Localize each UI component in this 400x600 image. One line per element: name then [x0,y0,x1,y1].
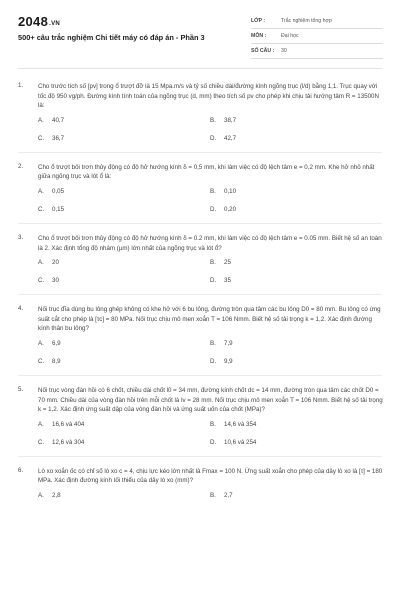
option-text: 8,9 [52,357,61,365]
option-a[interactable] [38,492,210,499]
option-a[interactable] [38,340,210,347]
option-letter: B. [210,420,216,428]
option-c[interactable] [38,135,210,142]
option-b[interactable] [210,421,382,428]
option-b[interactable] [210,117,382,124]
question-number: 5. [18,385,24,393]
option-text: 0,15 [52,205,65,213]
question-divider [18,375,382,376]
brand-text: 2048 [18,14,49,29]
answer-options [38,259,384,284]
option-text: 7,9 [224,339,233,347]
option-a[interactable] [38,117,210,124]
option-c[interactable] [38,358,210,365]
option-letter: C. [38,277,45,285]
option-text: 0,10 [224,187,237,195]
question-divider [18,294,382,295]
option-letter: A. [38,187,44,195]
site-logo[interactable] [18,14,60,29]
brand-suffix: .VN [49,21,61,27]
question-1 [18,82,384,142]
option-text: 35 [224,277,231,285]
option-text: 30 [52,277,59,285]
answer-options [38,117,384,142]
meta-value: Đại học [281,33,299,39]
option-d[interactable] [210,439,382,446]
meta-label: MÔN : [251,33,267,39]
meta-info-table [251,14,383,59]
option-text: 36,7 [52,134,65,142]
option-text: 6,9 [52,339,61,347]
option-text: 2,8 [52,491,61,499]
meta-row-question-count [251,44,383,59]
option-c[interactable] [38,277,210,284]
option-b[interactable] [210,188,382,195]
option-text: 42,7 [224,134,237,142]
option-d[interactable] [210,135,382,142]
option-a[interactable] [38,259,210,266]
option-text: 10,6 và 254 [224,438,257,446]
option-letter: A. [38,420,44,428]
option-text: 25 [224,259,231,267]
question-text: Nối trục vòng đàn hồi có 6 chốt, chiều dài chốt l0 = 34 mm, đường kính chốt dc = 14 mm, đường tròn qua tâm các chốt D0 = 70 mm. Chiều dài của vòng đàn hồi trên mỗi chốt là lv = 28 mm. Nối trục chịu mô men xoắn T = 106 Nmm. Biết hệ số tải trọng k = 1,2. Xác định ứng suất dập của vòng đàn hồi và ứng suất uốn của chốt (MPa)? [38,386,383,414]
option-d[interactable] [210,358,382,365]
meta-label: LỚP : [251,18,266,24]
option-letter: D. [210,277,217,285]
option-letter: C. [38,205,45,213]
option-letter: B. [210,116,216,124]
option-letter: D. [210,357,217,365]
option-text: 38,7 [224,116,237,124]
option-text: 12,6 và 304 [52,438,85,446]
question-divider [18,456,382,457]
option-letter: B. [210,259,216,267]
question-list [0,82,400,499]
option-letter: B. [210,339,216,347]
question-4 [18,305,384,365]
question-number: 3. [18,233,24,241]
option-letter: D. [210,134,217,142]
meta-row-class [251,14,383,29]
question-divider [18,152,382,153]
question-text: Lò xo xoắn ốc có chỉ số lò xo c = 4, chịu lực kéo lớn nhất là Fmax = 100 N. Ứng suất xoắn cho phép của dây lò xo là [τ] = 180 MPa. Xác định đường kính tối thiểu của dây lò xo (mm)? [38,467,383,485]
option-text: 0,20 [224,205,237,213]
option-d[interactable] [210,277,382,284]
meta-value: 30 [281,48,287,54]
question-divider [18,223,382,224]
question-number: 4. [18,305,24,313]
option-text: 9,9 [224,357,233,365]
question-text: Cho ổ trượt bôi trơn thủy động có độ hở hướng kính δ = 0,5 mm, khi làm việc có độ lệch tâm e = 0,2 mm. Khe hở nhỏ nhất giữa ngõng trục và lót ổ là: [38,163,375,181]
option-c[interactable] [38,439,210,446]
option-text: 14,6 và 354 [224,420,257,428]
option-text: 0,05 [52,187,65,195]
option-b[interactable] [210,340,382,347]
question-text: Cho trước tích số [pv] trong ổ trượt đỡ là 15 Mpa.m/s và tỷ số chiều dài/đường kính ngõng trục (l/d) bằng 1,1. Trục quay với tốc độ 950 vg/ph. Đường kính tính toán của ngõng trục (d, mm) theo tích số pv cho phép khi chịu tải hướng tâm R = 13500N là: [38,83,379,110]
document-header [0,0,400,68]
answer-options [38,492,384,499]
answer-options [38,340,384,365]
question-number: 2. [18,162,24,170]
question-number: 1. [18,82,24,89]
option-letter: B. [210,491,216,499]
option-letter: C. [38,438,45,446]
option-letter: A. [38,259,44,267]
option-letter: C. [38,357,45,365]
answer-options [38,188,384,213]
option-letter: A. [38,116,44,124]
option-letter: D. [210,438,217,446]
option-text: 40,7 [52,116,65,124]
question-text: Nối trục đĩa dùng bu lông ghép không có khe hở với 6 bu lông, đường tròn qua tâm các bu lông D0 = 80 mm. Bu lông có ứng suất cắt cho phép là [τc] = 80 MPa. Nối trục chịu mô men xoắn T = 106 Nmm. Biết hệ số tải trọng k = 1,2. Xác định đường kính thân bu lông? [38,306,381,333]
option-b[interactable] [210,259,382,266]
option-letter: B. [210,187,216,195]
option-text: 20 [52,259,59,267]
option-letter: A. [38,339,44,347]
question-number: 6. [18,466,24,474]
question-6 [18,467,384,499]
answer-options [38,421,384,446]
option-letter: C. [38,134,45,142]
question-text: Cho ổ trượt bôi trơn thủy động có độ hở hướng kính δ = 0.2 mm, khi làm việc có độ lệch tâm e = 0.05 mm. Biết hệ số an toàn là 2. Xác định tổng độ nhám (µm) lớn nhất của ngõng trục và lót ổ? [38,234,382,252]
question-2 [18,163,384,213]
option-text: 2,7 [224,491,233,499]
option-a[interactable] [38,421,210,428]
meta-value: Trắc nghiệm tổng hợp [281,18,332,24]
option-letter: A. [38,491,44,499]
question-3 [18,234,384,284]
option-letter: D. [210,205,217,213]
option-d[interactable] [210,206,382,213]
meta-label: SỐ CÂU : [251,48,275,54]
question-5 [18,386,384,446]
option-a[interactable] [38,188,210,195]
meta-row-subject [251,29,383,44]
option-text: 16,6 và 404 [52,420,85,428]
option-b[interactable] [210,492,382,499]
document-title: 500+ câu trắc nghiệm Chi tiết máy có đáp án - Phần 3 [18,33,205,42]
option-c[interactable] [38,206,210,213]
header-divider [18,68,382,69]
